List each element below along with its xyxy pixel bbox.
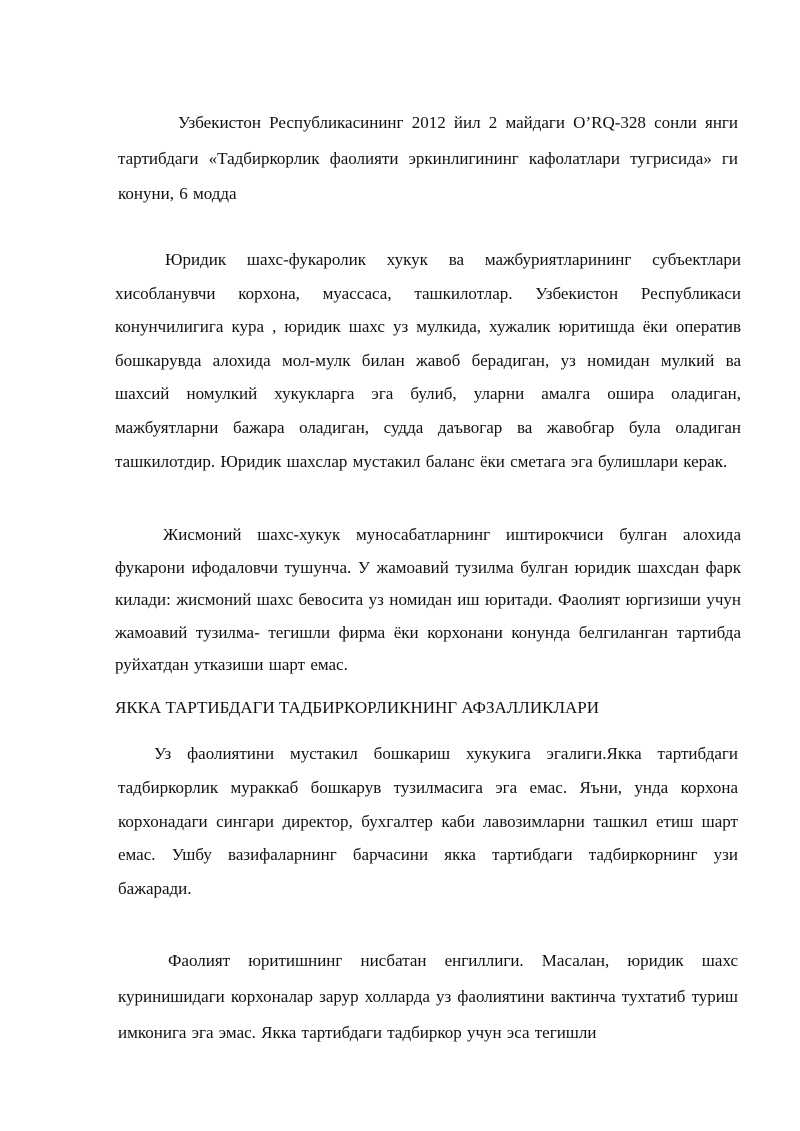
natural-person-paragraph: Жисмоний шахс-хукук муносабатларнинг иштирокчиси булган алохида фукарони ифодаловчи тушунча. У жамоавий тузилма булган юридик шахсдан фарк килади: жисмоний шахс бевосита уз номидан иш юритади. Фаолият юргизиши учун жамоавий тузилма- тегишли фирма ёки корхонани конунда белгиланган тартибда руйхатдан утказиши шарт емас. <box>115 525 741 674</box>
ease-of-operation-paragraph: Фаолият юритишнинг нисбатан енгиллиги. Масалан, юридик шахс куринишидаги корхоналар зарур холларда уз фаолиятини вактинча тухтатиб туриш имконига эга эмас. Якка тартибдаги тадбиркор учун эса тегишли <box>118 951 738 1042</box>
legal-entity-paragraph: Юридик шахс-фукаролик хукук ва мажбуриятларининг субъектлари хисобланувчи корхона, муассаса, ташкилотлар. Узбекистон Республикаси конунчилигига кура , юридик шахс уз мулкида, хужалик юритишда ёки оператив бошкарувда алохида мол-мулк билан жавоб берадиган, уз номидан мулкий ва шахсий номулкий хукукларга эга булиб, уларни амалга ошира оладиган, мажбуятларни бажара оладиган, судда даъвогар ва жавобгар була оладиган ташкилотдир. Юридик шахслар мустакил баланс ёки сметага эга булишлари керак. <box>115 250 741 471</box>
law-reference-paragraph: Узбекистон Республикасининг 2012 йил 2 майдаги O’RQ-328 сонли янги тартибдаги «Тадбиркорлик фаолияти эркинлигининг кафолатлари тугрисида» ги конуни, 6 модда <box>118 113 738 203</box>
self-management-paragraph: Уз фаолиятини мустакил бошкариш хукукига эгалиги.Якка тартибдаги тадбиркорлик мураккаб бошкарув тузилмасига эга емас. Яъни, унда корхона корхонадаги сингари директор, бухгалтер каби лавозимларни ташкил етиш шарт емас. Ушбу вазифаларнинг барчасини якка тартибдаги тадбиркорнинг узи бажаради. <box>118 744 738 899</box>
section-heading: ЯККА ТАРТИБДАГИ ТАДБИРКОРЛИКНИНГ АФЗАЛЛИКЛАРИ <box>115 698 599 717</box>
